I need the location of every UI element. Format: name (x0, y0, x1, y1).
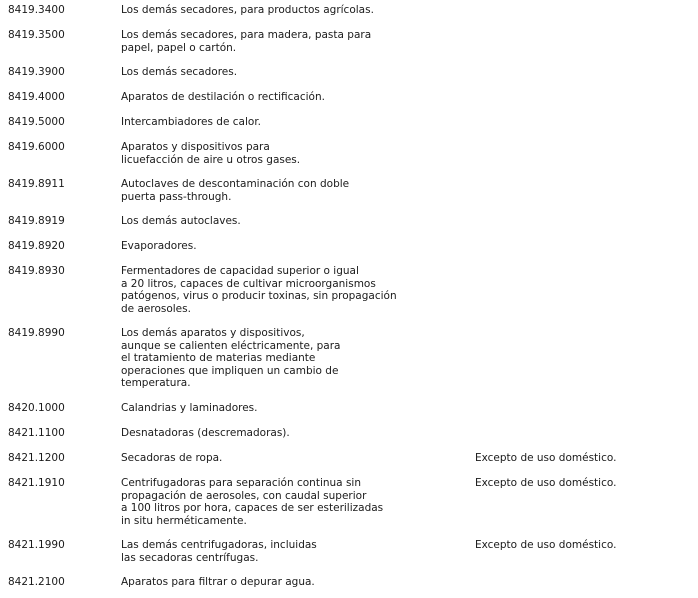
description (121, 91, 466, 104)
description-line: puerta pass-through. (121, 190, 232, 203)
description (121, 576, 466, 589)
description (121, 427, 466, 440)
description-line: Las demás centrifugadoras, incluidas (121, 539, 317, 551)
description-line: operaciones que impliquen un cambio de (121, 364, 339, 377)
description-line: de aerosoles. (121, 302, 191, 315)
description-line: Calandrias y laminadores. (121, 402, 258, 414)
tariff-code: 8419.3900 (8, 66, 65, 78)
tariff-code: 8421.1100 (8, 427, 65, 439)
description-line: licuefacción de aire u otros gases. (121, 153, 301, 166)
description-line: a 20 litros, capaces de cultivar microorganismos (121, 277, 376, 290)
description (121, 539, 466, 564)
description (121, 215, 466, 228)
description-line: temperatura. (121, 377, 191, 389)
description (121, 477, 466, 527)
description-line: las secadoras centrífugas. (121, 551, 259, 564)
description-line: Intercambiadores de calor. (121, 116, 262, 128)
description-line: Los demás autoclaves. (121, 215, 241, 227)
tariff-code: 8419.8911 (8, 178, 65, 190)
description (121, 116, 466, 129)
description-line: Aparatos de destilación o rectificación. (121, 91, 325, 103)
tariff-code: 8419.8920 (8, 240, 65, 252)
tariff-code: 8419.5000 (8, 116, 65, 128)
description-line: papel, papel o cartón. (121, 41, 237, 54)
tariff-code: 8419.3500 (8, 29, 65, 41)
description-line: patógenos, virus o producir toxinas, sin propagación (121, 290, 397, 302)
description (121, 402, 466, 415)
tariff-code: 8419.4000 (8, 91, 65, 103)
description-line: Autoclaves de descontaminación con doble (121, 178, 350, 190)
description (121, 452, 466, 465)
description-line: Centrifugadoras para separación continua sin (121, 477, 361, 489)
description (121, 66, 466, 79)
description-line: Los demás secadores. (121, 66, 238, 78)
exception-note: Excepto de uso doméstico. (475, 539, 617, 551)
description-line: Secadoras de ropa. (121, 452, 223, 464)
tariff-code: 8419.8930 (8, 265, 65, 277)
description-line: el tratamiento de materias mediante (121, 352, 316, 364)
description (121, 240, 466, 253)
tariff-code: 8421.1200 (8, 452, 65, 464)
tariff-code: 8419.8919 (8, 215, 65, 227)
exception-note: Excepto de uso doméstico. (475, 477, 617, 489)
tariff-code: 8420.1000 (8, 402, 65, 414)
description (121, 141, 466, 166)
description-line: Los demás aparatos y dispositivos, (121, 327, 305, 339)
description-line: Aparatos para filtrar o depurar agua. (121, 576, 315, 588)
tariff-code: 8419.8990 (8, 327, 65, 339)
description-line: Los demás secadores, para madera, pasta para (121, 29, 372, 41)
description-line: aunque se calienten eléctricamente, para (121, 339, 341, 352)
description-line: Aparatos y dispositivos para (121, 141, 270, 153)
description-line: in situ herméticamente. (121, 514, 247, 527)
tariff-code: 8421.1910 (8, 477, 65, 489)
description-line: Los demás secadores, para productos agrícolas. (121, 4, 374, 16)
tariff-code: 8419.6000 (8, 141, 65, 153)
description-line: a 100 litros por hora, capaces de ser esterilizadas (121, 502, 384, 514)
exception-note: Excepto de uso doméstico. (475, 452, 617, 464)
description (121, 265, 466, 315)
description-line: Desnatadoras (descremadoras). (121, 427, 290, 439)
description (121, 178, 466, 203)
tariff-code: 8421.2100 (8, 576, 65, 588)
description-line: propagación de aerosoles, con caudal superior (121, 489, 367, 502)
tariff-code: 8421.1990 (8, 539, 65, 551)
description (121, 4, 466, 17)
description (121, 29, 466, 54)
description (121, 327, 466, 390)
tariff-code: 8419.3400 (8, 4, 65, 16)
description-line: Fermentadores de capacidad superior o igual (121, 265, 359, 277)
description-line: Evaporadores. (121, 240, 197, 252)
